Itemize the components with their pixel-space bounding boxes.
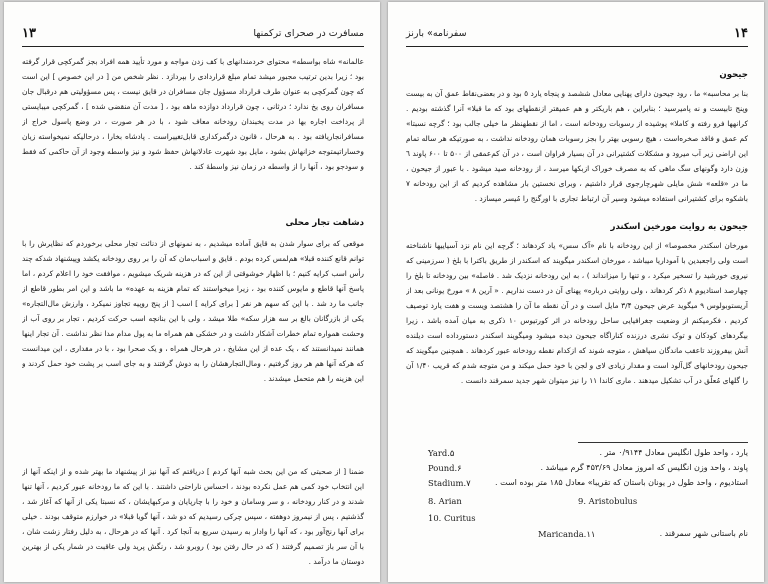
footnote-6-marker: Pound.۶	[428, 463, 462, 473]
footnote-8: 8. Arian	[428, 496, 462, 506]
right-section-1-title: جیحون	[719, 70, 748, 80]
footnote-11: نام باستانی شهر سمرقند .	[659, 529, 748, 538]
right-page-number: ۱۴	[734, 26, 748, 41]
footnote-11-marker: Maricanda.۱۱	[538, 529, 596, 539]
footnote-10: 10. Curitus	[428, 513, 476, 523]
footnote-divider	[578, 442, 748, 443]
left-running-title: مسافرت در صحرای ترکمنها	[253, 28, 364, 39]
left-book-page	[4, 2, 380, 582]
right-paragraph-1: بنا بر محاسبه» ما ، رود جیحون دارای پهنایی معادل ششصد و پنجاه یارد ٥ بود و در بعضی‌نقاط عمق آن به بیست وپنج تابیست و نه پامیرسید ؛ بنابراین ، هم باریکتر و هم عمیقتر ازنقطهای بود که ما قبلا» آنرا گذشته بودیم . کرانهها فرو رفته و کاملا» پوشیده از رسوبات رودخانه است ، اما از نقطهنظر ما خیلی جالب بود ؛ گرچه نسبتا» کم عمق و فاقد صخره‌است ، هیچ رسوبی بهتر را بجز رسوبات همان رودخانه نداشت ، به صورتیکه هر ساله تمام این اراضی زیر آب میرود و مشکلات کشتیرانی در آن بسیار فراوان است ، در آن کم‌عمقی از ۵۰۰ تا ۶۰۰ پاوند ٦ وزن دارد وگونهای سگ ماهی که به مصرف خوراک ازبکها میرسد ، از رودخانه صید میشود . با عبور از جیحون ، ما در «قلعه» شش مایلی شهرچارجوی قرار داشتیم ، وبرای نخستین بار مشاهده کردیم که از این رودخانه ٧ باشکوه برای کشتیرانی استفاده میشود وسیر آن ارتباط تجاری با اورگنج را مُیسر میسازد .	[406, 89, 748, 203]
footnote-5: یارد ، واحد طول انگلیس معادل ۰/۹۱۴۴ متر .	[599, 448, 748, 457]
footnote-5-marker: Yard.۵	[428, 448, 455, 458]
left-paragraph-3: ضمنا [ از صحبتی که من این بحث شبه آنها کردم ] دریافتم که آنها نیز از پیشنهاد ما بهتر شده و از اینکه آنها از این انتخاب خود کمی هم عمل نکرده بودند ، احساس ناراحتی داشتند . با این که ما رودخانه عبور کردیم ، آنها تنها شدند و در کنار رودخانه ، و سر وسامان و خود را با چارپایان و مرکبهایشان ، که نسبتا یکی از آنها که آغاز شد ، گذشتیم ، پس از نیمروز دوهفته ، سپس چرکی رسیدیم که دو شد ، آنها گویا قبلا» در خوارزم متوقف بودند . خیلی برای آنها رنج‌آور بود ، که آنها را وادار به رسیدن سریع به آنجا کرد . آنها که در هرحال ، به دلیل رفتار زشت شان ، با آن سر باز تصمیم گرفتند ( که در حال رفتن بود ) روبرو شد ، رنگش پرید ولی عاقبت در شمار یکی از بهترین دوستان ما درآمد .	[22, 467, 364, 566]
footnote-7: استادیوم ، واحد طول در یونان باستان که تقریبا» معادل ۱۸۵ متر بوده است .	[495, 478, 748, 487]
right-running-title: سفرنامه» بارنز	[406, 28, 467, 39]
left-paragraph-2: موقعی که برای سوار شدن به قایق آماده میشدیم ، به نمونهای از دنائت تجار محلی برخوردم که نظایرش را با توانم قانع کننده قبلا» هم‌لمس کرده بودم . قایق و اسباب‌مان که آن را بر روی رودخانه یکشد وپیشنهاد شدکه چند رأس اسب کرایه کنیم ؛ با اظهار خوشوقتی از این که در هزینه شریک میشویم ، موافقت خود را اعلام کردم ، اما پاسخ آنها قاطع و مایوس کننده بود ، زیرا میخواستند که تمام هزینه به عهده» ما باشد و این امر بطور قاطع از جانب ما رد شد . با این که سهم هر نفر [ برای کرایه ] اسب [ از پنج روپیه تجاوز نمیکرد ، وارزش مال‌التجاره» یکی از بازرگانان بالغ بر سه هزار سکه» طلا میشد ، ولی با این بنانچه اسب حرکت کردیم ، تجار بر روی آب از وحشت همواره تمام خطرات آشکار داشت و در خشکی هم همراه ما به پول مدام مدا نظر نداشت . آن تجار اینها همانند نمیدانستند که ، یک عده از این مشایخ ، در هرحال همراه ، و یک صحرا بود ، با در مقداری ، این میدانست که هرکه آنها هم هر روز گرفتیم ، ومال‌التجارهشان را به دوش گرفتند و به جای اسب بر پشت خود حمل کردند و این هزینه را هم متحمل میشدند .	[22, 239, 364, 383]
left-paragraph-1: عالمانه» شاه بواسطه» محتوای خردمندانهای با کف زدن مواجه و مورد تأیید همه افراد بجز گمرکچی قرار گرفته بود ؛ زیرا بدین ترتیب مجبور میشد تمام مبلغ قراردادی را بپردازد . نظر شخص من [ در این خصوص ] این است که چون گمرکچی به عنوان طرف قرارداد مسؤول جان مسافران در قایق نیست ، پس مسؤولیتی هم درقبال جان مسافران روی یخ ندارد ؛ درثانی ، چون قرارداد دوازده ماهه بود ، [ مدت آن منقضی شده ] ، گمرکچی میبایستی از پرداخت اجاره بها در مدت یخبندان رودخانه معاف شود ، با در هر صورت ، در وضع پاسول خراج از مسافرانجاریافته بود . به هرحال ، قانون درگمرکداری قابل‌تغییراست . پادشاه بخارا ، درحالیکه نمیخواسته زیان وخساراتیمتوجه خزانهاش بشود ، مایل بود شهرت عادلانهاش حفظ شود و نیز واسطه وجود از آن حاکمی که فقط و سودجو بود ، آنها را از واسطه در زمان نیز واسطهٔ کند .	[22, 57, 364, 171]
footnote-9: 9. Aristobulus	[578, 496, 638, 506]
footnote-7-marker: Stadium.۷	[428, 478, 471, 488]
left-page-header	[22, 24, 364, 47]
footnote-6: پاوند ، واحد وزن انگلیس که امروز معادل ۴۵۳/۶۹ گرم میباشد .	[540, 463, 748, 472]
right-page-header	[406, 24, 748, 47]
left-section-title: دشاهت تجار محلی	[285, 218, 364, 228]
right-section-2-title: جیحون به روایت مورخین اسکندر	[610, 222, 748, 232]
left-page-number: ۱۳	[22, 26, 36, 41]
right-book-page	[388, 2, 764, 582]
right-paragraph-2: مورخان اسکندر مخصوصا» از این رودخانه با نام «آک سس» یاد کردهاند ؛ گرچه این نام نزد آسیاییها ناشناخته است ولی راجعبدین با آموداریا میباشد ، مورخان اسکندر میگویند که اسکندر از طریق باکترا با بلخ ( سرزمینی که نیروی خورشید را تسخیر میکرد ، و تنها را میزانداند ) ، به این رودخانه نزدیک شد . فاصله» بین رودخانه تا بلخ را چهارصد استادیوم ٨ ذکر کردهاند ، ولی روایتی درباره» پهنای آن در دست نداریم . « آرین ٨ » مورخ یونانی بعد از آریستوبولوس ٩ میگوید عرض جیحون ۳/۴ مایل است و در آن نقطه ما آن را هشتصد ویست و هفت یارد توصیف کردیم ، فکرمیکنم از وضعیت جغرافیایی ساحل رودخانه در اثر کورتیوس ١٠ ذکری به میان آمده باشد ، زیرا بیگردهای کودکان و توک نشری درزنده کناراگاه جیحون دیده میشود ومیگویند اسکندر دستورداده است دیلنده آنش بیفروزند تاعقب ماندگان سپاهش ، متوجه شوند که ازکدام نقطه رودخانه عبور کردهاند . همچنین میگویند که جیحون رودخانهای گل‌آلود است و مقدار زیادی لای و لجن با خود حمل میکند و من متوجه شدم که قریب ۱/۴۰ آن را گلهای مُعلّق در آب تشکیل میدهند . ماری کاندا ١١ را نیز میتوان شهر جدید سمرقند دانست .	[406, 241, 748, 385]
